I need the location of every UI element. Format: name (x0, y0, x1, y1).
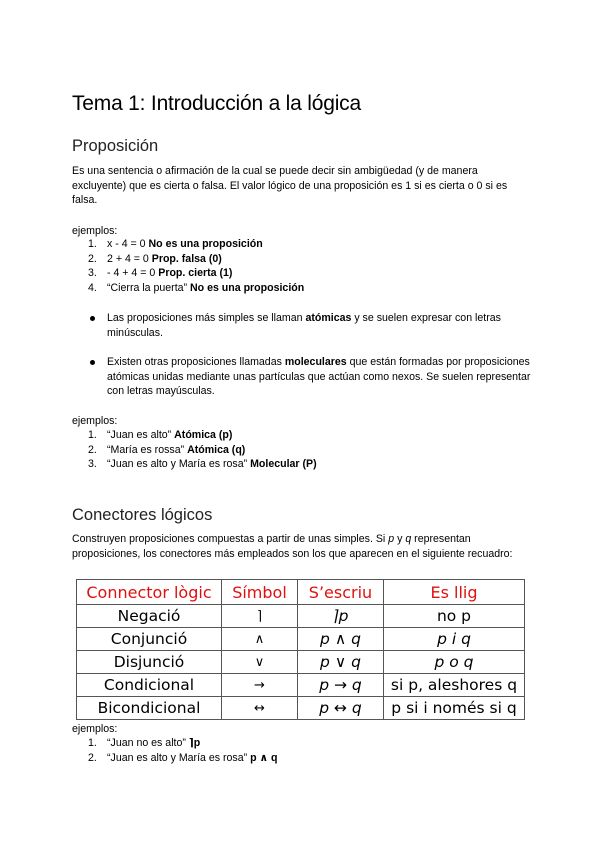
table-row (77, 605, 525, 628)
list-item: 3. “Juan es alto y María es rosa” Molecular (P) (88, 458, 317, 471)
bullet-dot-icon (90, 360, 95, 365)
table-row (77, 651, 525, 674)
page-title: Tema 1: Introducción a la lógica (72, 92, 361, 115)
cell-symbol: → (222, 674, 298, 697)
cell-read: p si i només si q (384, 697, 525, 720)
list-item: 2. 2 + 4 = 0 Prop. falsa (0) (88, 252, 222, 265)
bullet-moleculares (72, 355, 532, 399)
conectores-intro: Construyen proposiciones compuestas a partir de unas simples. Si p y q representan proposiciones, los conectores más empleados son los que aparecen en el siguiente recuadro: (72, 533, 513, 560)
column-header: Símbol (222, 580, 298, 605)
list-item: 3. - 4 + 4 = 0 Prop. cierta (1) (88, 267, 233, 280)
list-item: 1. x - 4 = 0 No es una proposición (88, 238, 263, 250)
cell-name: Negació (77, 605, 222, 628)
list-item: 2. “Juan es alto y María es rosa” p ∧ q (88, 751, 278, 764)
heading-conectores: Conectores lógicos (72, 506, 213, 524)
examples2-list (72, 428, 317, 472)
cell-write: p ↔ q (298, 697, 384, 720)
cell-write: p → q (298, 674, 384, 697)
cell-symbol: ∨ (222, 651, 298, 674)
table-row (77, 628, 525, 651)
examples-label: ejemplos: (72, 225, 118, 237)
list-item: 1. “Juan es alto” Atómica (p) (88, 429, 233, 441)
list-item: 4. “Cierra la puerta” No es una proposición (88, 281, 305, 294)
connectors-table (76, 579, 525, 720)
cell-symbol: ↔ (222, 697, 298, 720)
cell-symbol: ⌉ (222, 605, 298, 628)
table-row (77, 697, 525, 720)
bullet-atomicas (72, 311, 532, 340)
column-header: Es llig (384, 580, 525, 605)
cell-symbol: ∧ (222, 628, 298, 651)
definition-paragraph: Es una sentencia o afirmación de la cual se puede decir sin ambigüedad (y de manera excluyente) que es cierta o falsa. El valor lógico de una proposición es 1 si es cierta o 0 si es falsa. (72, 165, 508, 207)
cell-write: ⌉p (298, 605, 384, 628)
table-header-row (77, 580, 525, 605)
list-item: Las proposiciones más simples se llaman atómicas y se suelen expresar con letras minúsculas. (72, 311, 532, 340)
examples3-list (72, 736, 278, 765)
bullet-dot-icon (90, 316, 95, 321)
cell-read: si p, aleshores q (384, 674, 525, 697)
cell-read: no p (384, 605, 525, 628)
examples2-label: ejemplos: (72, 415, 118, 427)
column-header: Connector lògic (77, 580, 222, 605)
cell-read: p i q (384, 628, 525, 651)
list-item: Existen otras proposiciones llamadas moleculares que están formadas por proposiciones atómicas unidas mediante unas partículas que actúan como nexos. Se suelen representar con letras mayúsculas. (72, 355, 532, 399)
cell-name: Condicional (77, 674, 222, 697)
examples3-label: ejemplos: (72, 723, 118, 735)
cell-name: Conjunció (77, 628, 222, 651)
cell-name: Bicondicional (77, 697, 222, 720)
cell-write: p ∨ q (298, 651, 384, 674)
examples-list (72, 237, 304, 295)
cell-write: p ∧ q (298, 628, 384, 651)
heading-proposicion: Proposición (72, 137, 159, 155)
list-item: 2. “María es rossa” Atómica (q) (88, 443, 246, 456)
cell-read: p o q (384, 651, 525, 674)
table-row (77, 674, 525, 697)
list-item: 1. “Juan no es alto” ⌉p (88, 737, 201, 749)
column-header: S’escriu (298, 580, 384, 605)
cell-name: Disjunció (77, 651, 222, 674)
